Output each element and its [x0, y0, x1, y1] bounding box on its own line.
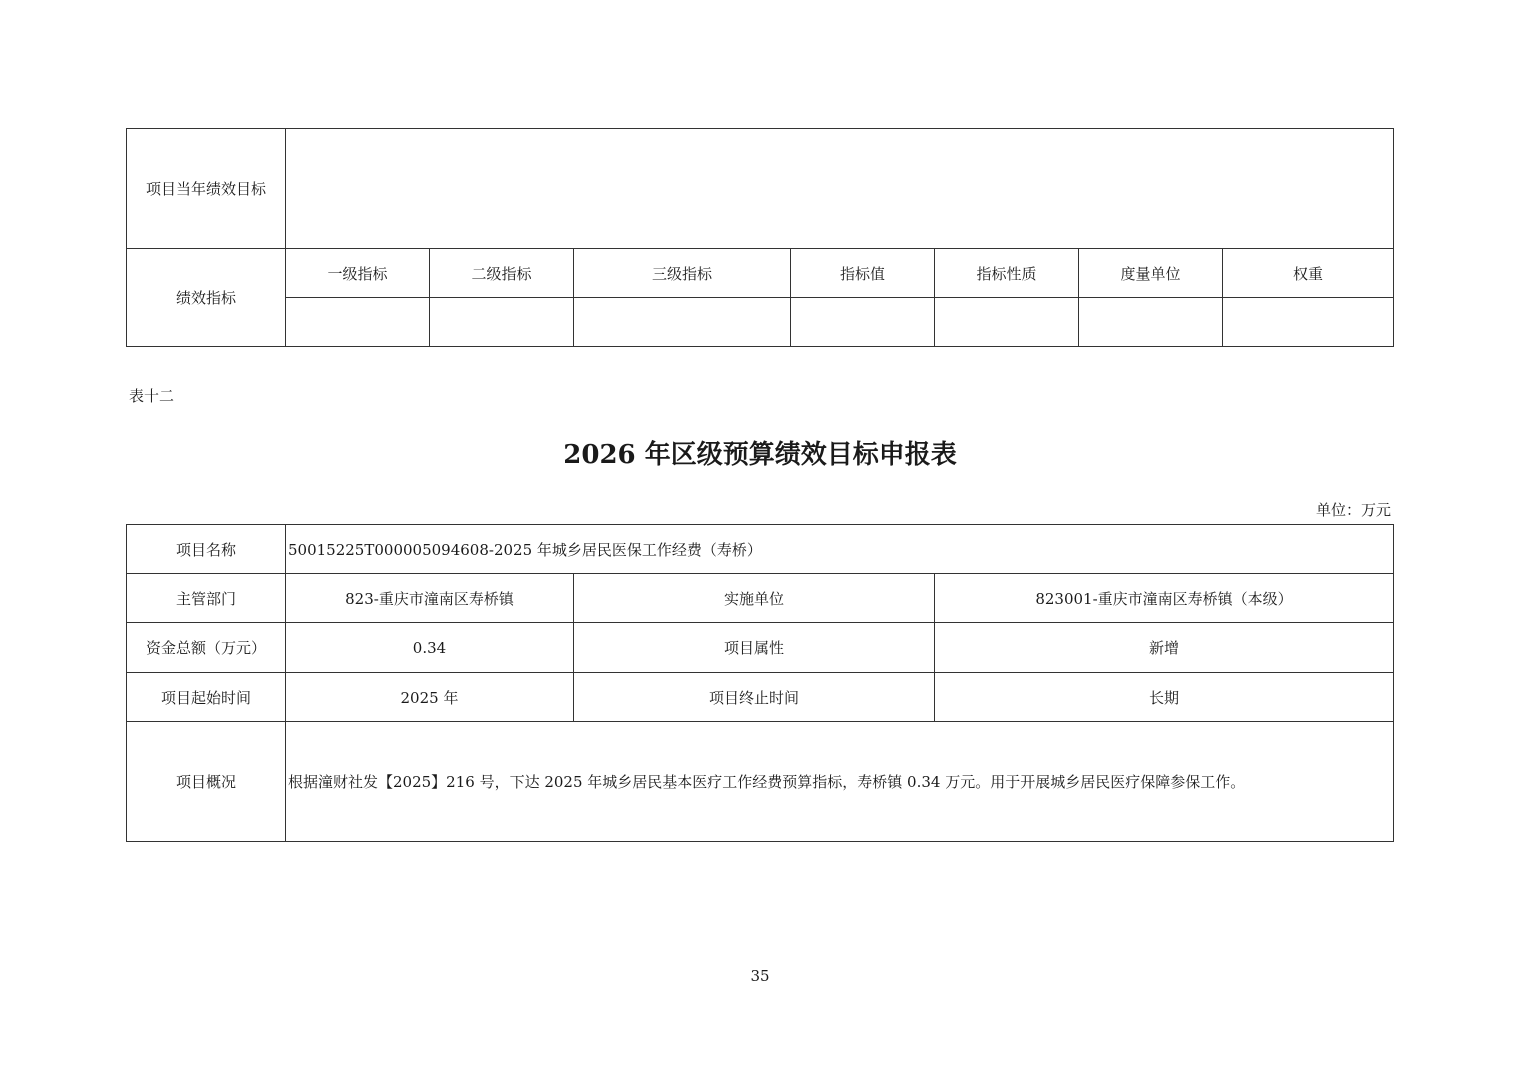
header-level2: 二级指标 — [430, 249, 574, 298]
project-attribute-value: 新增 — [935, 623, 1394, 673]
overview-value: 根据潼财社发【2025】216 号，下达 2025 年城乡居民基本医疗工作经费预算指标，寿桥镇 0.34 万元。用于开展城乡居民医疗保障参保工作。 — [286, 722, 1394, 842]
project-info-table — [126, 524, 1394, 842]
cell-nature — [935, 298, 1079, 347]
cell-weight — [1223, 298, 1394, 347]
cell-level2 — [430, 298, 574, 347]
project-attribute-label: 项目属性 — [574, 623, 935, 673]
cell-level1 — [286, 298, 430, 347]
start-time-value: 2025 年 — [286, 673, 574, 722]
annual-goal-label: 项目当年绩效目标 — [127, 129, 286, 249]
project-name-value: 50015225T000005094608-2025 年城乡居民医保工作经费（寿桥） — [286, 525, 1394, 574]
report-title: 2026 年区级预算绩效目标申报表 — [563, 440, 957, 470]
annual-goal-value — [286, 129, 1394, 249]
cell-level3 — [574, 298, 791, 347]
indicator-header-row — [127, 249, 1394, 298]
header-value: 指标值 — [791, 249, 935, 298]
department-label: 主管部门 — [127, 574, 286, 623]
end-time-label: 项目终止时间 — [574, 673, 935, 722]
header-level3: 三级指标 — [574, 249, 791, 298]
fund-row — [127, 623, 1394, 673]
indicator-label: 绩效指标 — [127, 249, 286, 347]
cell-unit — [1079, 298, 1223, 347]
header-nature: 指标性质 — [935, 249, 1079, 298]
end-time-value: 长期 — [935, 673, 1394, 722]
header-weight: 权重 — [1223, 249, 1394, 298]
header-unit: 度量单位 — [1079, 249, 1223, 298]
table-caption: 表十二 — [129, 387, 175, 405]
annual-goal-row — [127, 129, 1394, 249]
unit-label: 单位：万元 — [1315, 501, 1391, 519]
department-row — [127, 574, 1394, 623]
fund-total-value: 0.34 — [286, 623, 574, 673]
start-time-label: 项目起始时间 — [127, 673, 286, 722]
header-level1: 一级指标 — [286, 249, 430, 298]
implementing-unit-label: 实施单位 — [574, 574, 935, 623]
overview-row — [127, 722, 1394, 842]
project-name-label: 项目名称 — [127, 525, 286, 574]
page-number: 35 — [750, 967, 770, 985]
fund-total-label: 资金总额（万元） — [127, 623, 286, 673]
overview-label: 项目概况 — [127, 722, 286, 842]
implementing-unit-value: 823001-重庆市潼南区寿桥镇（本级） — [935, 574, 1394, 623]
performance-indicator-table — [126, 128, 1394, 347]
project-name-row — [127, 525, 1394, 574]
period-row — [127, 673, 1394, 722]
indicator-data-row — [127, 298, 1394, 347]
cell-value — [791, 298, 935, 347]
department-value: 823-重庆市潼南区寿桥镇 — [286, 574, 574, 623]
